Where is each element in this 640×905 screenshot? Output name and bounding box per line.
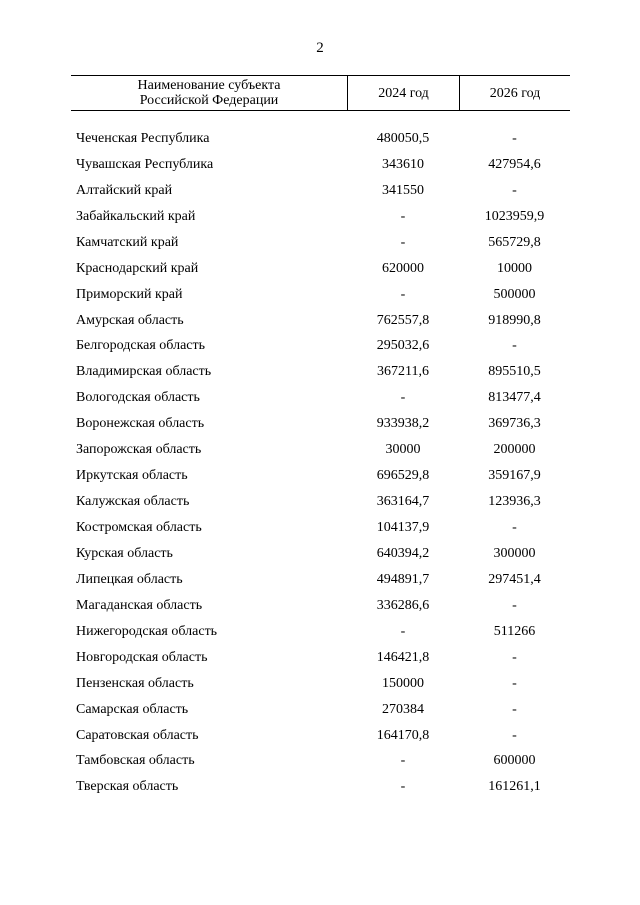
value-2026: 369736,3 (488, 416, 541, 432)
region-name: Чувашская Республика (76, 156, 214, 172)
header-region-line1: Наименование субъекта (137, 78, 281, 93)
header-2024: 2024 год (347, 76, 459, 110)
value-2024: 146421,8 (376, 649, 430, 665)
value-2024: 762557,8 (376, 312, 430, 328)
value-2026: 427954,6 (488, 156, 541, 172)
value-2026: - (512, 182, 517, 198)
value-2026: 511266 (493, 623, 536, 639)
table-row (71, 697, 570, 723)
value-2026: - (512, 130, 517, 146)
page-number: 2 (316, 40, 324, 56)
value-2026: 161261,1 (488, 779, 541, 795)
table-row (71, 463, 570, 489)
value-2024: 341550 (382, 182, 424, 198)
region-name: Нижегородская область (76, 623, 218, 639)
value-2026: 297451,4 (488, 571, 541, 587)
value-2026: 565729,8 (488, 234, 541, 250)
region-name: Забайкальский край (76, 208, 196, 224)
table-row (71, 749, 570, 775)
table-row (71, 645, 570, 671)
region-name: Новгородская область (76, 649, 208, 665)
table-row (71, 178, 570, 204)
table-row (71, 359, 570, 385)
table-row (71, 204, 570, 230)
value-2024: 30000 (385, 442, 421, 458)
region-name: Самарская область (76, 701, 189, 717)
value-2026: 300000 (493, 545, 536, 561)
table-row (71, 593, 570, 619)
value-2024: 150000 (382, 675, 424, 691)
value-2024: 367211,6 (377, 364, 429, 380)
region-name: Алтайский край (76, 182, 173, 198)
region-name: Тамбовская область (76, 753, 195, 769)
value-2026: 123936,3 (488, 494, 541, 510)
table-row (71, 723, 570, 749)
table-row (71, 411, 570, 437)
value-2024: 270384 (382, 701, 424, 717)
table-row (71, 515, 570, 541)
table-row (71, 230, 570, 256)
region-name: Магаданская область (76, 597, 203, 613)
table-row (71, 671, 570, 697)
value-2024: - (400, 234, 406, 250)
header-2026: 2026 год (459, 76, 570, 110)
value-2024: 343610 (382, 156, 424, 172)
region-name: Калужская область (76, 494, 190, 510)
value-2024: 640394,2 (376, 545, 430, 561)
table-row (71, 126, 570, 152)
table-row (71, 308, 570, 334)
region-name: Приморский край (76, 286, 183, 302)
region-name: Тверская область (76, 779, 179, 795)
value-2024: - (400, 779, 406, 795)
value-2024: - (400, 390, 406, 406)
region-name: Липецкая область (76, 571, 183, 587)
value-2024: 480050,5 (376, 130, 430, 146)
value-2026: 1023959,9 (484, 208, 545, 224)
value-2026: - (512, 701, 517, 717)
region-name: Пензенская область (76, 675, 194, 691)
value-2024: 933938,2 (376, 416, 430, 432)
region-name: Вологодская область (76, 390, 200, 406)
value-2026: 813477,4 (488, 390, 541, 406)
table-row (71, 385, 570, 411)
value-2024: - (400, 208, 406, 224)
value-2026: - (512, 520, 517, 536)
region-name: Владимирская область (76, 364, 212, 380)
table-row (71, 334, 570, 360)
table-row (71, 541, 570, 567)
value-2024: 336286,6 (376, 597, 430, 613)
region-name: Иркутская область (76, 468, 188, 484)
table-row (71, 489, 570, 515)
table-header (71, 75, 570, 111)
region-name: Костромская область (76, 520, 202, 536)
value-2024: - (400, 623, 406, 639)
value-2026: 10000 (497, 260, 532, 276)
header-region (71, 76, 347, 110)
table-row (71, 619, 570, 645)
value-2026: 600000 (493, 753, 536, 769)
value-2026: 500000 (493, 286, 536, 302)
region-name: Чеченская Республика (76, 130, 210, 146)
value-2024: 104137,9 (376, 520, 430, 536)
table-row (71, 152, 570, 178)
value-2024: 164170,8 (376, 727, 430, 743)
table-row (71, 567, 570, 593)
value-2026: - (512, 675, 517, 691)
value-2024: 363164,7 (376, 494, 430, 510)
value-2026: 918990,8 (488, 312, 541, 328)
value-2026: - (512, 597, 517, 613)
region-name: Запорожская область (76, 442, 202, 458)
value-2024: 494891,7 (376, 571, 430, 587)
region-name: Белгородская область (76, 338, 206, 354)
region-name: Краснодарский край (76, 260, 199, 276)
table-row (71, 774, 570, 800)
value-2024: 620000 (382, 260, 424, 276)
region-name: Камчатский край (76, 234, 179, 250)
table-row (71, 256, 570, 282)
region-name: Воронежская область (76, 416, 205, 432)
header-region-line2: Российской Федерации (139, 93, 279, 108)
value-2026: 895510,5 (488, 364, 541, 380)
table-body (71, 126, 570, 800)
value-2024: 696529,8 (376, 468, 430, 484)
table-row (71, 282, 570, 308)
value-2026: 359167,9 (488, 468, 541, 484)
region-name: Амурская область (76, 312, 184, 328)
value-2024: - (400, 286, 406, 302)
value-2026: - (512, 338, 517, 354)
value-2024: - (400, 753, 406, 769)
table-row (71, 437, 570, 463)
value-2026: - (512, 727, 517, 743)
value-2026: - (512, 649, 517, 665)
region-name: Курская область (76, 545, 173, 561)
region-name: Саратовская область (76, 727, 199, 743)
value-2026: 200000 (493, 442, 536, 458)
value-2024: 295032,6 (376, 338, 430, 354)
